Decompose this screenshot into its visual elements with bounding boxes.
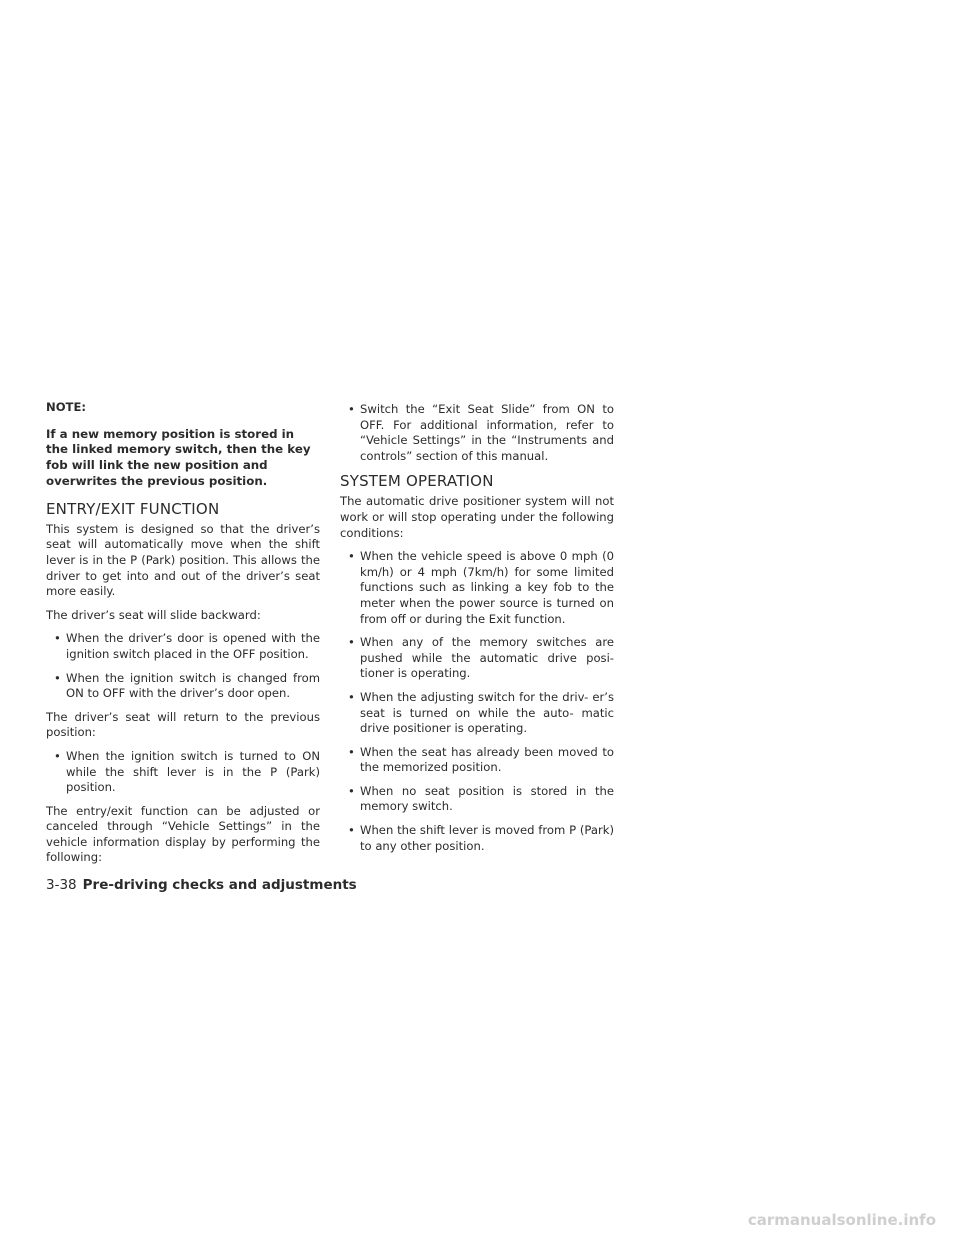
bullet-list: [340, 549, 614, 854]
bullet-icon: •: [348, 744, 355, 759]
right-column: [340, 402, 614, 862]
left-column: [46, 400, 320, 874]
paragraph: This system is designed so that the driver’s seat will automatically move when the shift lever is in the P (Park) position. This allows the driver to get into and out of the driver’s seat more easily.: [46, 521, 320, 599]
bullet-list: [46, 749, 320, 796]
page-footer: [46, 876, 357, 894]
bullet-icon: •: [348, 689, 355, 704]
list-item: • When any of the memory switches are pushed while the automatic drive posi- tioner is operating.: [348, 635, 614, 681]
list-item: • Switch the “Exit Seat Slide” from ON to OFF. For additional information, refer to “Vehicle Settings” in the “Instruments and controls” section of this manual.: [348, 402, 614, 463]
list-item: • When the shift lever is moved from P (Park) to any other position.: [348, 823, 614, 853]
bullet-icon: •: [54, 670, 61, 685]
note-label: NOTE:: [46, 400, 87, 414]
note-body: If a new memory position is stored in the linked memory switch, then the key fob will link the new position and overwrites the previous position.: [46, 426, 311, 488]
list-item: • When the adjusting switch for the driv- er’s seat is turned on while the auto- matic drive positioner is operating.: [348, 689, 614, 736]
bullet-list: [46, 631, 320, 701]
bullet-icon: •: [54, 631, 61, 646]
heading-entry-exit: ENTRY/EXIT FUNCTION: [46, 499, 220, 518]
list-item: • When the vehicle speed is above 0 mph (0 km/h) or 4 mph (7km/h) for some limited functions such as linking a key fob to the meter when the power source is turned on from off or during the Exit function.: [348, 549, 614, 626]
list-item: • When the ignition switch is changed from ON to OFF with the driver’s door open.: [54, 670, 320, 701]
paragraph: The driver’s seat will return to the previous position:: [46, 709, 320, 740]
bullet-icon: •: [348, 549, 355, 564]
bullet-icon: •: [348, 823, 355, 838]
list-item: • When the driver’s door is opened with the ignition switch placed in the OFF position.: [54, 631, 320, 661]
section-title: Pre-driving checks and adjustments: [82, 877, 357, 893]
paragraph: The entry/exit function can be adjusted or canceled through “Vehicle Settings” in the vehicle information display by performing the following:: [46, 803, 320, 865]
bullet-icon: •: [54, 748, 61, 763]
list-item: • When no seat position is stored in the memory switch.: [348, 783, 614, 814]
heading-system-operation: SYSTEM OPERATION: [340, 472, 494, 491]
page-number: 3-38: [46, 877, 77, 893]
bullet-icon: •: [348, 783, 355, 798]
list-item: • When the seat has already been moved to the memorized position.: [348, 744, 614, 775]
paragraph: The automatic drive positioner system will not work or will stop operating under the following conditions:: [340, 494, 614, 540]
bullet-icon: •: [348, 402, 355, 416]
list-item: • When the ignition switch is turned to ON while the shift lever is in the P (Park) position.: [54, 748, 320, 795]
bullet-icon: •: [348, 635, 355, 650]
paragraph: The driver’s seat will slide backward:: [46, 607, 261, 622]
bullet-list: [340, 402, 614, 464]
watermark: carmanualsonline.info: [747, 1211, 936, 1229]
